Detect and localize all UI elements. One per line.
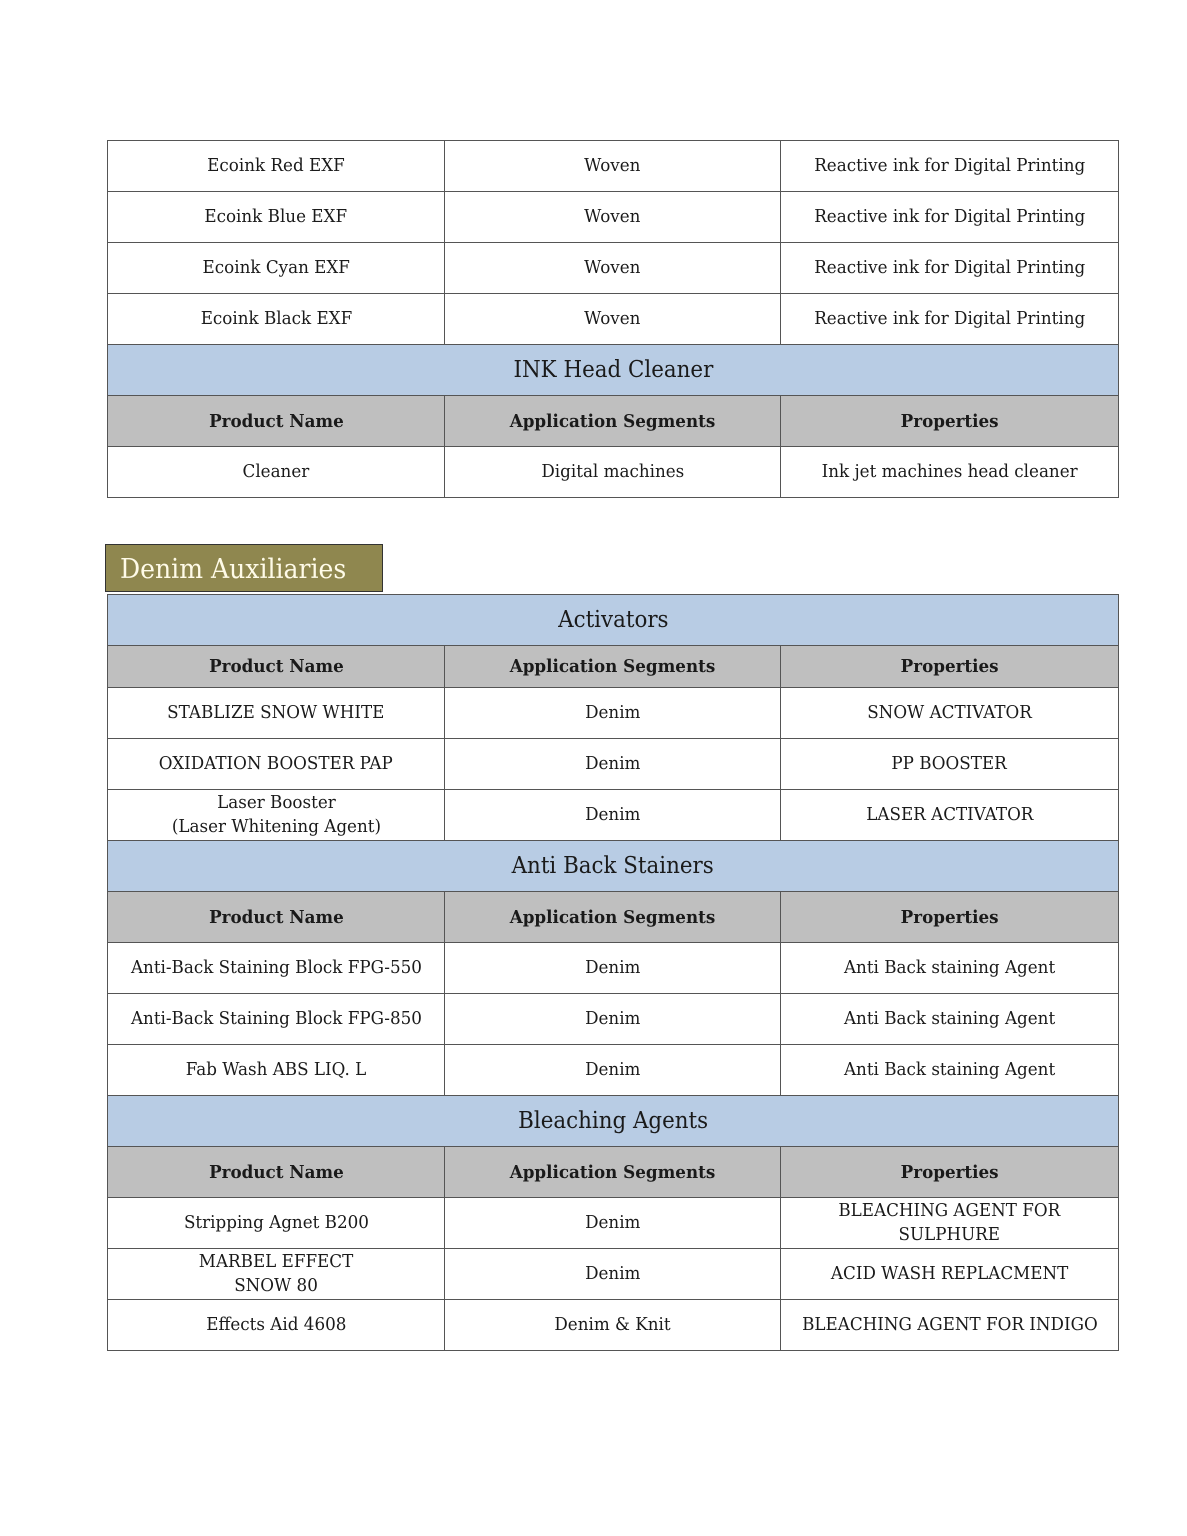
category-row-anti-back-stainers [108,841,1119,892]
table-row [108,688,1119,739]
column-header-application-segments: Application Segments [445,396,781,447]
column-header-row [108,646,1119,688]
column-header-product-name: Product Name [108,892,445,943]
properties-cell: PP BOOSTER [781,739,1119,790]
table-row [108,1249,1119,1300]
section-title-denim-auxiliaries: Denim Auxiliaries [105,544,383,592]
column-header-application-segments: Application Segments [445,892,781,943]
table-row [108,243,1119,294]
segment-cell: Denim [445,790,781,841]
properties-cell: BLEACHING AGENT FOR INDIGO [781,1300,1119,1351]
segment-cell: Woven [445,192,781,243]
table-row [108,943,1119,994]
segment-cell: Denim [445,1249,781,1300]
table-row [108,739,1119,790]
product-name-cell: Anti-Back Staining Block FPG-550 [108,943,445,994]
product-name-cell: MARBEL EFFECT SNOW 80 [108,1249,445,1300]
product-name-cell: STABLIZE SNOW WHITE [108,688,445,739]
segment-cell: Woven [445,294,781,345]
properties-cell: Ink jet machines head cleaner [781,447,1119,498]
segment-cell: Digital machines [445,447,781,498]
product-name-cell: Fab Wash ABS LIQ. L [108,1045,445,1096]
column-header-properties: Properties [781,1147,1119,1198]
category-row-activators [108,595,1119,646]
column-header-application-segments: Application Segments [445,1147,781,1198]
properties-cell: Reactive ink for Digital Printing [781,192,1119,243]
product-name-cell: Effects Aid 4608 [108,1300,445,1351]
table-row [108,1198,1119,1249]
properties-cell: LASER ACTIVATOR [781,790,1119,841]
properties-cell: Reactive ink for Digital Printing [781,243,1119,294]
column-header-row [108,892,1119,943]
product-name-cell: Ecoink Red EXF [108,141,445,192]
column-header-row [108,396,1119,447]
table-row [108,994,1119,1045]
properties-cell: SNOW ACTIVATOR [781,688,1119,739]
properties-cell: Anti Back staining Agent [781,943,1119,994]
category-title: Anti Back Stainers [108,841,1119,892]
category-title: INK Head Cleaner [108,345,1119,396]
segment-cell: Denim [445,739,781,790]
segment-cell: Denim [445,688,781,739]
table-row [108,790,1119,841]
product-name-cell: Ecoink Black EXF [108,294,445,345]
ink-products-table [107,140,1119,498]
properties-cell: ACID WASH REPLACMENT [781,1249,1119,1300]
column-header-row [108,1147,1119,1198]
table-row [108,1045,1119,1096]
column-header-product-name: Product Name [108,396,445,447]
product-name-cell: Stripping Agnet B200 [108,1198,445,1249]
product-name-cell: Cleaner [108,447,445,498]
properties-cell: Reactive ink for Digital Printing [781,141,1119,192]
properties-cell: Anti Back staining Agent [781,1045,1119,1096]
segment-cell: Denim [445,994,781,1045]
table-row [108,141,1119,192]
column-header-properties: Properties [781,396,1119,447]
segment-cell: Woven [445,243,781,294]
table-row [108,1300,1119,1351]
denim-auxiliaries-table [107,594,1119,1351]
segment-cell: Denim [445,1045,781,1096]
product-name-cell: Laser Booster (Laser Whitening Agent) [108,790,445,841]
product-name-cell: Anti-Back Staining Block FPG-850 [108,994,445,1045]
column-header-properties: Properties [781,892,1119,943]
table-row [108,447,1119,498]
properties-cell: Reactive ink for Digital Printing [781,294,1119,345]
column-header-product-name: Product Name [108,1147,445,1198]
table-row [108,192,1119,243]
column-header-product-name: Product Name [108,646,445,688]
product-name-cell: OXIDATION BOOSTER PAP [108,739,445,790]
column-header-properties: Properties [781,646,1119,688]
properties-cell: BLEACHING AGENT FOR SULPHURE [781,1198,1119,1249]
table-row [108,294,1119,345]
category-title: Bleaching Agents [108,1096,1119,1147]
product-name-cell: Ecoink Cyan EXF [108,243,445,294]
segment-cell: Denim [445,1198,781,1249]
category-title: Activators [108,595,1119,646]
segment-cell: Denim [445,943,781,994]
column-header-application-segments: Application Segments [445,646,781,688]
properties-cell: Anti Back staining Agent [781,994,1119,1045]
segment-cell: Denim & Knit [445,1300,781,1351]
segment-cell: Woven [445,141,781,192]
category-row-bleaching-agents [108,1096,1119,1147]
category-row-ink-head-cleaner [108,345,1119,396]
product-name-cell: Ecoink Blue EXF [108,192,445,243]
